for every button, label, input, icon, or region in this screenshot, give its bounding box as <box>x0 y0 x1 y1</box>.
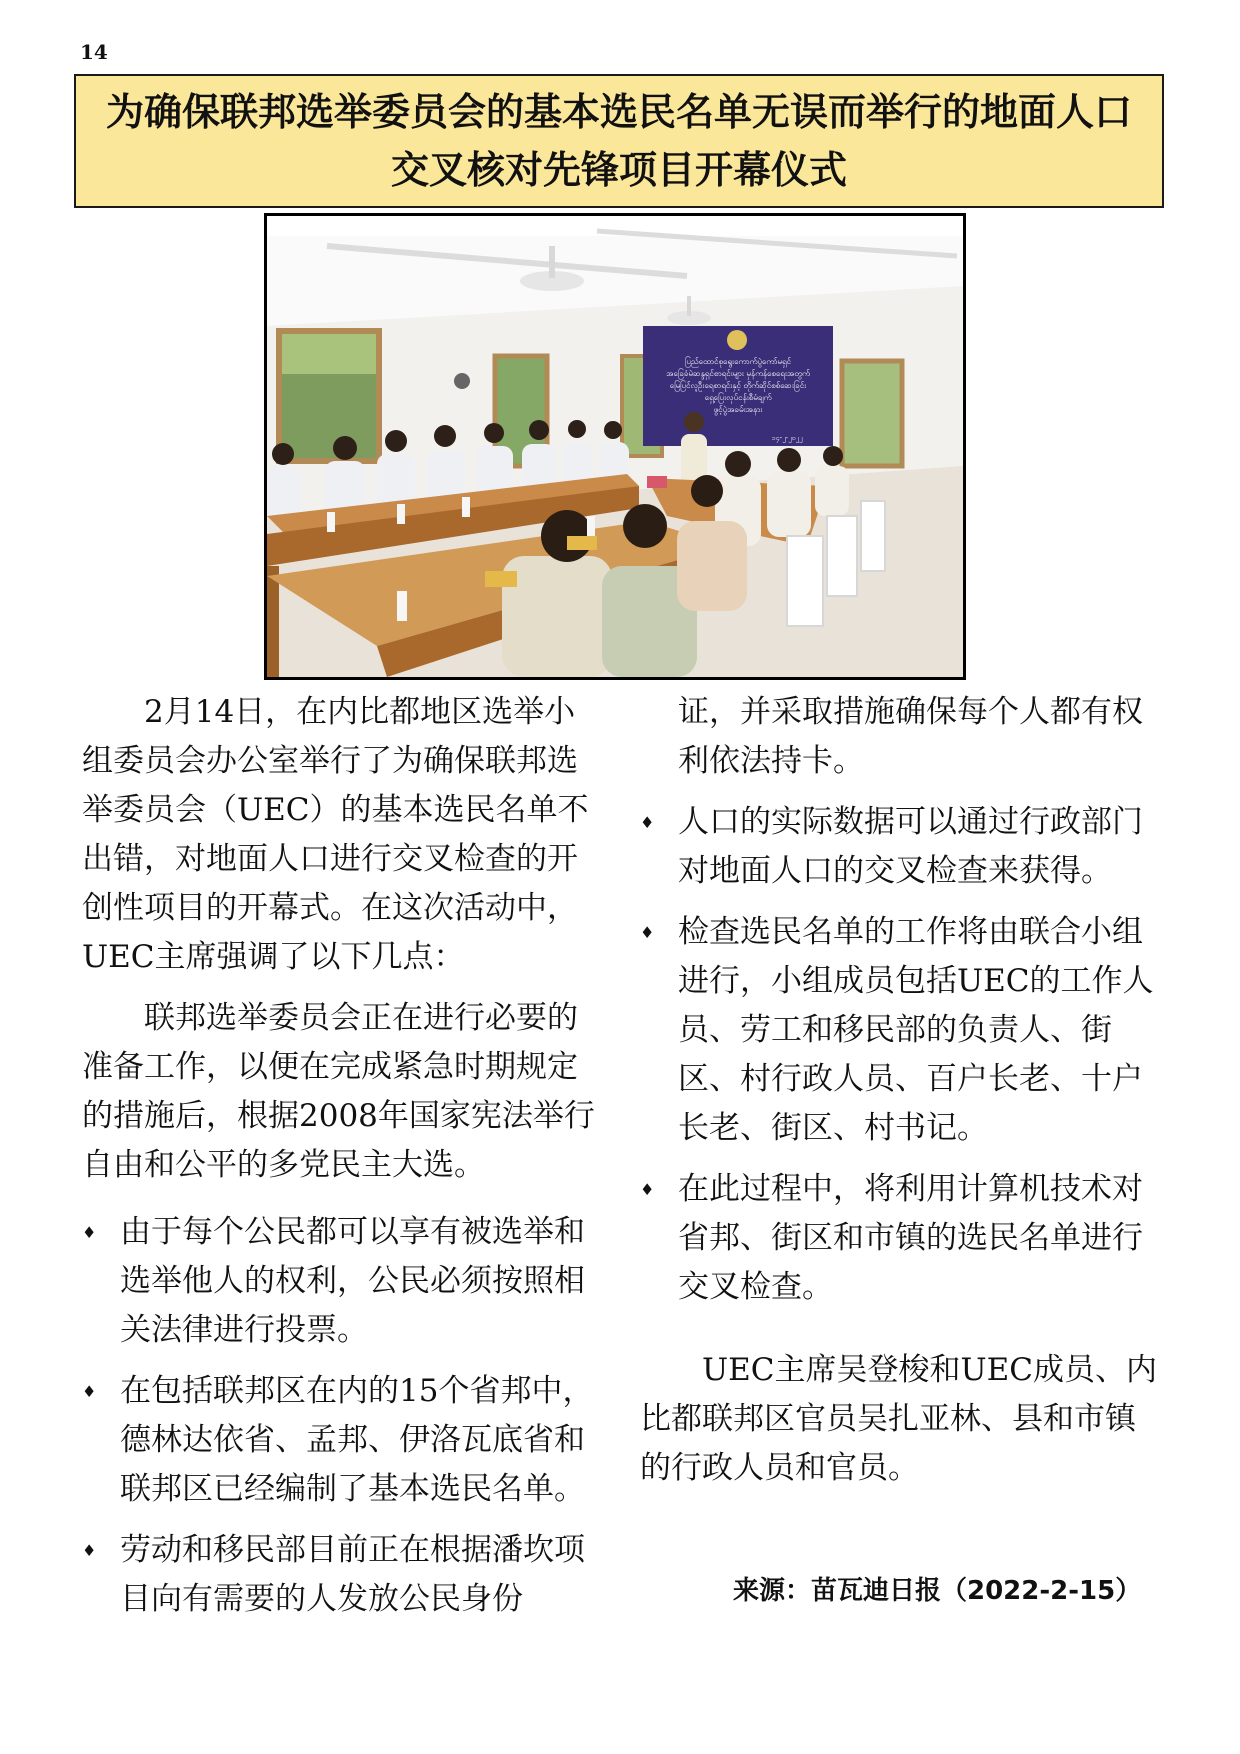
list-item <box>82 1208 602 1355</box>
banner-line: ရှေ့ပြေးလုပ်ငန်းစီမံချက် <box>704 393 772 402</box>
banner-line: ပြည်ထောင်စုရွေးကောက်ပွဲကော်မရှင် <box>685 357 791 366</box>
headline: 为确保联邦选举委员会的基本选民名单无误而举行的地面人口交叉核对先锋项目开幕仪式 <box>105 90 1132 192</box>
list-item <box>640 908 1160 1153</box>
intro-paragraph: 2月14日，在内比都地区选举小组委员会办公室举行了为确保联邦选举委员会（UEC）的基本选民名单不出错，对地面人口进行交叉检查的开创性项目的开幕式。在这次活动中，UEC主席强调了以下几点： <box>82 694 589 975</box>
list-item <box>82 1367 602 1514</box>
list-item-text: 在包括联邦区在内的15个省邦中，德林达依省、孟邦、伊洛瓦底省和联邦区已经编制了基本选民名单。 <box>120 1373 594 1507</box>
attendees-paragraph: UEC主席吴登梭和UEC成员、内比都联邦区官员吴扎亚林、县和市镇的行政人员和官员。 <box>640 1352 1157 1486</box>
meeting-photo <box>264 213 966 680</box>
banner-line: အခြေခံမဲဆန္ဒရှင်စာရင်းများ မှန်ကန်စေရေးအတွက် <box>666 369 810 378</box>
diamond-bullet-icon: ♦ <box>82 1541 97 1560</box>
diamond-bullet-icon: ♦ <box>82 1382 97 1401</box>
left-bullet-list <box>82 1208 602 1624</box>
right-column <box>640 688 1160 1493</box>
list-item <box>640 1165 1160 1312</box>
diamond-bullet-icon: ♦ <box>82 1223 97 1242</box>
continuation-text: 证，并采取措施确保每个人都有权利依法持卡。 <box>678 694 1143 779</box>
list-item-text: 劳动和移民部目前正在根据潘坎项目向有需要的人发放公民身份 <box>120 1532 585 1617</box>
diamond-bullet-icon: ♦ <box>640 813 655 832</box>
banner-line: မြေပြင်လူဦးရေစာရင်းနှင့် တိုက်ဆိုင်စစ်ဆေးခြင်း <box>669 381 807 390</box>
left-column <box>82 688 602 1624</box>
list-item-text: 人口的实际数据可以通过行政部门对地面人口的交叉检查来获得。 <box>678 804 1143 889</box>
page-number: 14 <box>80 40 108 64</box>
preparation-paragraph: 联邦选举委员会正在进行必要的准备工作，以便在完成紧急时期规定的措施后，根据2008年国家宪法举行自由和公平的多党民主大选。 <box>82 1000 595 1183</box>
list-item-text: 在此过程中，将利用计算机技术对省邦、街区和市镇的选民名单进行交叉检查。 <box>678 1171 1143 1305</box>
list-item-text: 由于每个公民都可以享有被选举和选举他人的权利，公民必须按照相关法律进行投票。 <box>120 1214 585 1348</box>
source-credit: 来源：苗瓦迪日报（2022-2-15） <box>733 1576 1142 1606</box>
right-bullet-list <box>640 798 1160 1312</box>
banner-line: ဖွင့်ပွဲအခမ်းအနား <box>713 405 763 414</box>
meeting-photo-illustration <box>267 216 963 677</box>
list-item <box>82 1526 602 1624</box>
banner-date: ၁၄-၂-၂၀၂၂ <box>771 434 803 442</box>
diamond-bullet-icon: ♦ <box>640 1180 655 1199</box>
diamond-bullet-icon: ♦ <box>640 923 655 942</box>
list-item <box>640 798 1160 896</box>
list-item-text: 检查选民名单的工作将由联合小组进行，小组成员包括UEC的工作人员、劳工和移民部的负责人、街区、村行政人员、百户长老、十户长老、街区、村书记。 <box>678 914 1154 1146</box>
headline-box <box>74 74 1164 208</box>
